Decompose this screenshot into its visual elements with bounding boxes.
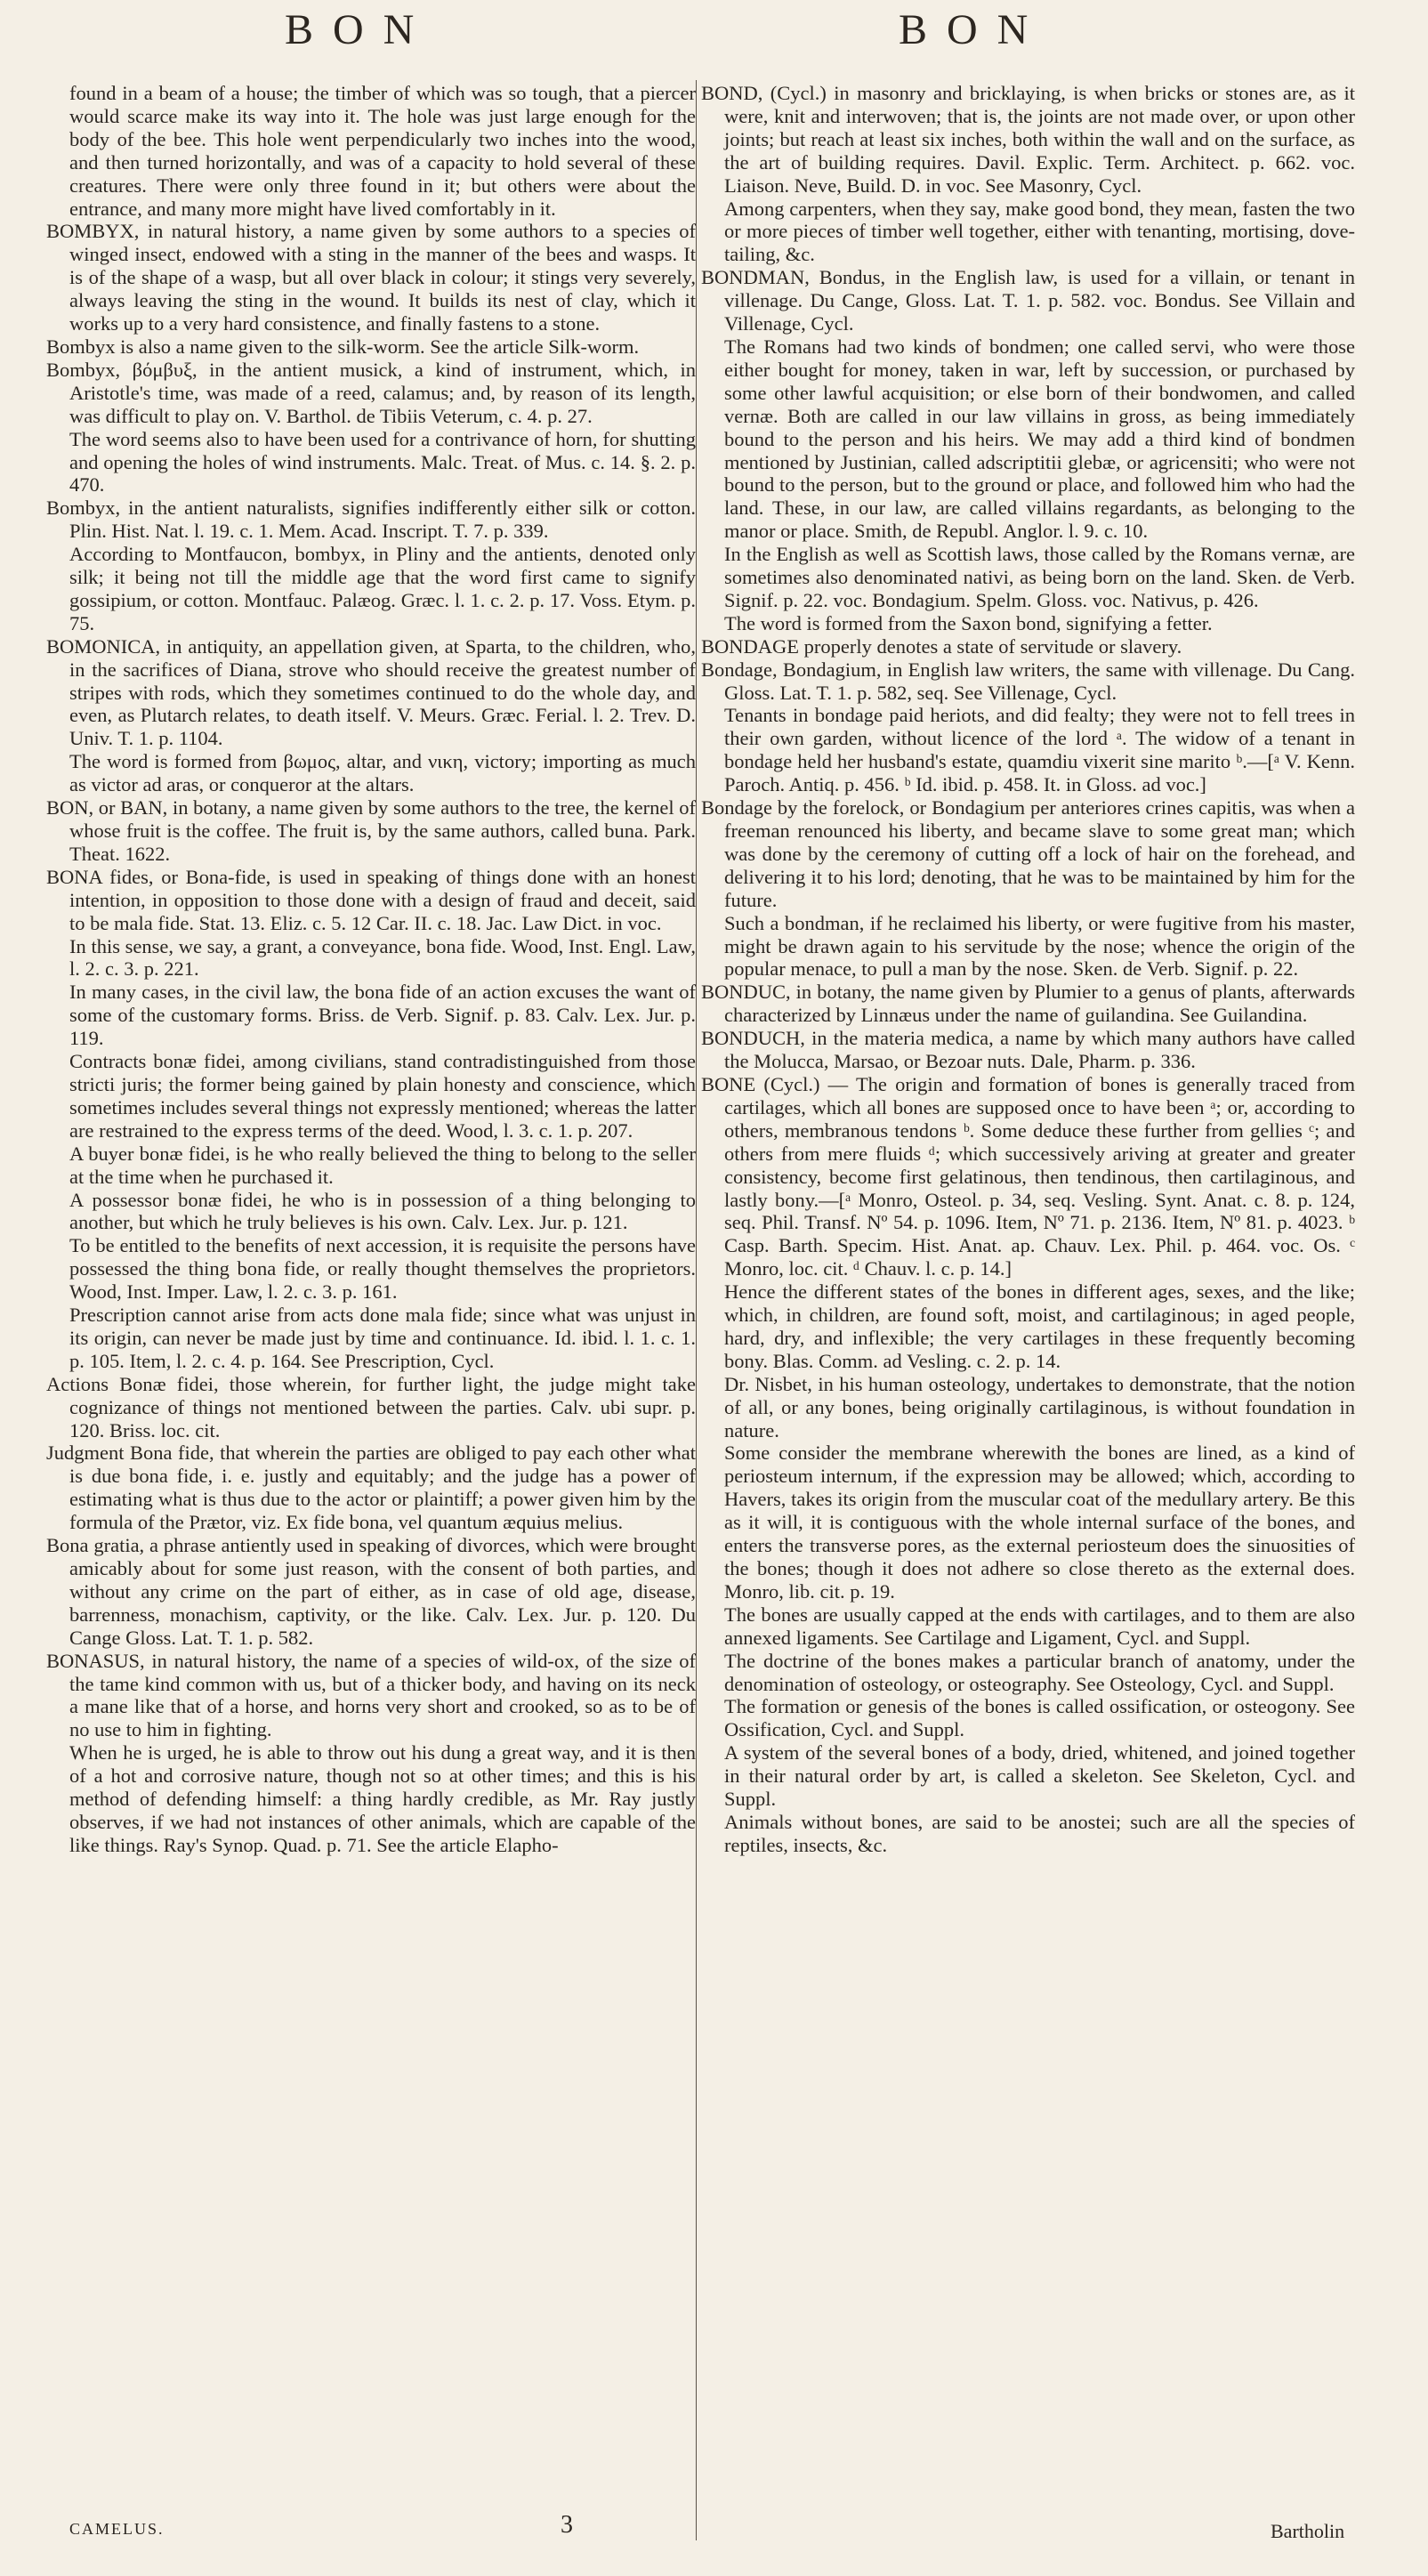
dictionary-entry: Bombyx is also a name given to the silk-worm. See the article Silk-worm. xyxy=(46,335,640,358)
entry-paragraph: A system of the several bones of a body, dried, whitened, and joined together in their natural order by art, is called a skeleton. See Skeleton, Cycl. and Suppl. xyxy=(724,1741,1355,1811)
entry-paragraph: In this sense, we say, a grant, a conveyance, bona fide. Wood, Inst. Engl. Law, l. 2. c. 3. p. 221. xyxy=(69,934,696,981)
running-head-right: BON xyxy=(899,6,1048,53)
right-column xyxy=(701,82,1355,1857)
dictionary-entry: BONASUS, in natural history, the name of a species of wild-ox, of the size of the tame kind common with us, but of a thicker body, and having on its neck a mane like that of a horse, and horns very short and crooked, so as to be of no use to him in fighting. xyxy=(46,1649,696,1741)
dictionary-entry: Bondage by the forelock, or Bondagium per anteriores crines capitis, was when a freeman renounced his liberty, and became slave to some great man; which was done by the ceremony of cutting off a lock of hair on the forehead, and delivering it to his lord; denoting, that he was to be maintained by him for the future. xyxy=(701,796,1355,911)
entry-paragraph: The doctrine of the bones makes a particular branch of anatomy, under the denomination of osteology, or osteography. See Osteology, Cycl. and Suppl. xyxy=(724,1649,1355,1695)
dictionary-entry: BOMONICA, in antiquity, an appellation given, at Sparta, to the children, who, in the sacrifices of Diana, strove who should receive the greatest number of stripes with rods, which they sometimes continued to do the whole day, and even, as Plutarch relates, to death itself. V. Meurs. Græc. Ferial. l. 2. Trev. D. Univ. T. 1. p. 1104. xyxy=(46,634,696,750)
dictionary-entry: Bombyx, in the antient naturalists, signifies indifferently either silk or cotton. Plin. Hist. Nat. l. 19. c. 1. Mem. Acad. Inscript. T. 7. p. 339. xyxy=(46,497,696,543)
entry-paragraph: Animals without bones, are said to be anostei; such are all the species of reptiles, insects, &c. xyxy=(724,1810,1355,1856)
dictionary-entry: BONDAGE properly denotes a state of servitude or slavery. xyxy=(701,634,1182,658)
column-rule xyxy=(696,80,697,2540)
entry-paragraph: Contracts bonæ fidei, among civilians, stand contradistinguished from those stricti juris; the former being gained by plain honesty and conscience, which sometimes includes several things not expressly mentioned; whereas the latter are restrained to the express terms of the deed. Wood, l. 3. c. 1. p. 207. xyxy=(69,1050,696,1142)
entry-paragraph: Some consider the membrane wherewith the bones are lined, as a kind of periosteum internum, if the expression may be allowed; which, according to Havers, takes its origin from the muscular coat of the medullary artery. Be this as it will, it is contiguous with the whole internal surface of the bones, and enters the transverse pores, as the external periosteum does the sinuosities of the bones; though it does not adhere so close thereto as the external does. Monro, lib. cit. p. 19. xyxy=(724,1441,1355,1603)
entry-paragraph: Hence the different states of the bones in different ages, sexes, and the like; which, in children, are found soft, moist, and cartilaginous; in aged people, hard, dry, and inflexible; the very cartilages in these frequently becoming bony. Blas. Comm. ad Vesling. c. 2. p. 14. xyxy=(724,1280,1355,1372)
catchword: Bartholin xyxy=(1271,2520,1345,2542)
dictionary-entry: Bona gratia, a phrase antiently used in speaking of divorces, which were brought amicably about for some just reason, with the consent of both parties, and without any crime on the part of either, as in case of old age, disease, barrenness, monachism, captivity, or the like. Calv. Lex. Jur. p. 120. Du Cange Gloss. Lat. T. 1. p. 582. xyxy=(46,1534,696,1649)
entry-paragraph: Among carpenters, when they say, make good bond, they mean, fasten the two or more pieces of timber well together, either with tenanting, mortising, dove-tailing, &c. xyxy=(724,197,1355,266)
dictionary-entry: BONDUC, in botany, the name given by Plumier to a genus of plants, afterwards characterized by Linnæus under the name of guilandina. See Guilandina. xyxy=(701,981,1355,1027)
entry-paragraph: In many cases, in the civil law, the bona fide of an action excuses the want of some of the customary forms. Briss. de Verb. Signif. p. 83. Calv. Lex. Jur. p. 119. xyxy=(69,981,696,1050)
dictionary-entry: Bondage, Bondagium, in English law writers, the same with villenage. Du Cang. Gloss. Lat. T. 1. p. 582, seq. See Villenage, Cycl. xyxy=(701,658,1355,704)
entry-paragraph: The word is formed from the Saxon bond, signifying a fetter. xyxy=(724,611,1213,634)
entry-paragraph: A possessor bonæ fidei, he who is in possession of a thing belonging to another, but which he truly believes is his own. Calv. Lex. Jur. p. 121. xyxy=(69,1188,696,1234)
dictionary-entry: BONA fides, or Bona-fide, is used in speaking of things done with an honest intention, in opposition to those done with a design of fraud and deceit, said to be mala fide. Stat. 13. Eliz. c. 5. 12 Car. II. c. 18. Jac. Law Dict. in voc. xyxy=(46,865,696,934)
entry-paragraph: Dr. Nisbet, in his human osteology, undertakes to demonstrate, that the notion of all, or any bones, being originally cartilaginous, is without foundation in nature. xyxy=(724,1372,1355,1441)
running-head-left: BON xyxy=(285,6,434,53)
entry-paragraph: Prescription cannot arise from acts done mala fide; since what was unjust in its origin, can never be made just by time and continuance. Id. ibid. l. 1. c. 1. p. 105. Item, l. 2. c. 4. p. 164. See Prescription, Cycl. xyxy=(69,1304,696,1372)
entry-paragraph: Such a bondman, if he reclaimed his liberty, or were fugitive from his master, might be drawn again to his servitude by the nose; whence the origin of the popular menace, to pull a man by the nose. Sken. de Verb. Signif. p. 22. xyxy=(724,911,1355,981)
entry-paragraph: Tenants in bondage paid heriots, and did fealty; they were not to fell trees in their own garden, without licence of the lord ᵃ. The widow of a tenant in bondage held her husband's estate, quamdiu vixerit sine marito ᵇ.—[ᵃ V. Kenn. Paroch. Antiq. p. 456. ᵇ Id. ibid. p. 458. It. in Gloss. ad voc.] xyxy=(724,704,1355,796)
entry-paragraph: The formation or genesis of the bones is called ossification, or osteogony. See Ossification, Cycl. and Suppl. xyxy=(724,1695,1355,1741)
dictionary-entry: Bombyx, βόμβυξ, in the antient musick, a kind of instrument, which, in Aristotle's time, was made of a reed, calamus; and, by reason of its length, was difficult to play on. V. Barthol. de Tibiis Veterum, c. 4. p. 27. xyxy=(46,358,696,427)
dictionary-entry: BONDMAN, Bondus, in the English law, is used for a villain, or tenant in villenage. Du Cange, Gloss. Lat. T. 1. p. 582. voc. Bondus. See Villain and Villenage, Cycl. xyxy=(701,266,1355,335)
entry-paragraph: The word seems also to have been used for a contrivance of horn, for shutting and opening the holes of wind instruments. Malc. Treat. of Mus. c. 14. §. 2. p. 470. xyxy=(69,427,696,497)
dictionary-entry: BOMBYX, in natural history, a name given by some authors to a species of winged insect, endowed with a sting in the manner of the bees and wasps. It is of the shape of a wasp, but all over black in colour; it stings very severely, always leaving the sting in the wound. It builds its nest of clay, which it works up to a very hard consistence, and finally fastens to a stone. xyxy=(46,220,696,335)
dictionary-entry: Actions Bonæ fidei, those wherein, for further light, the judge might take cognizance of things not mentioned between the parties. Calv. ubi supr. p. 120. Briss. loc. cit. xyxy=(46,1372,696,1441)
dictionary-entry: BONDUCH, in the materia medica, a name by which many authors have called the Molucca, Marsao, or Bezoar nuts. Dale, Pharm. p. 336. xyxy=(701,1027,1355,1073)
signature-mark: CAMELUS. xyxy=(69,2520,165,2538)
entry-paragraph: The Romans had two kinds of bondmen; one called servi, who were those either bought for money, taken in war, left by succession, or purchased by some other lawful acquisition; or else born of their bondwomen, and called vernæ. Both are called in our law villains in gross, as being immediately bound to the person and his heirs. We may add a third kind of bondmen mentioned by Justinian, called adscriptitii glebæ, or agricensiti; who were not bound to the person, but to the ground or place, and followed him who had the land. These, in our law, are called villains regardants, as belonging to the manor or place. Smith, de Republ. Anglor. l. 9. c. 10. xyxy=(724,335,1355,543)
dictionary-entry: Judgment Bona fide, that wherein the parties are obliged to pay each other what is due bona fide, i. e. justly and equitably; and the judge has a power of estimating what is thus due to the actor or plaintiff; a power given him by the formula of the Prætor, viz. Ex fide bona, vel quantum æquius melius. xyxy=(46,1441,696,1534)
entry-paragraph: According to Montfaucon, bombyx, in Pliny and the antients, denoted only silk; it being not till the middle age that the word first came to signify gossipium, or cotton. Montfauc. Palæog. Græc. l. 1. c. 2. p. 17. Voss. Etym. p. 75. xyxy=(69,543,696,634)
page-number: 3 xyxy=(561,2511,573,2539)
entry-paragraph: The bones are usually capped at the ends with cartilages, and to them are also annexed ligaments. See Cartilage and Ligament, Cycl. and Suppl. xyxy=(724,1603,1355,1649)
left-column xyxy=(46,82,696,1857)
entry-paragraph: In the English as well as Scottish laws, those called by the Romans vernæ, are sometimes also denominated nativi, as being born on the land. Sken. de Verb. Signif. p. 22. voc. Bondagium. Spelm. Gloss. voc. Nativus, p. 426. xyxy=(724,543,1355,611)
entry-paragraph: found in a beam of a house; the timber of which was so tough, that a piercer would scarce make its way into it. The hole was just large enough for the body of the bee. This hole went perpendicularly two inches into the wood, and then turned horizontally, and was of a capacity to hold several of these creatures. There were only three found in it; but others were about the entrance, and many more might have lived comfortably in it. xyxy=(69,82,696,220)
entry-paragraph: The word is formed from βωμος, altar, and νικη, victory; importing as much as victor ad aras, or conqueror at the altars. xyxy=(69,750,696,796)
dictionary-entry: BON, or BAN, in botany, a name given by some authors to the tree, the kernel of whose fruit is the coffee. The fruit is, by the same authors, called buna. Park. Theat. 1622. xyxy=(46,796,696,865)
dictionary-entry: BONE (Cycl.) — The origin and formation of bones is generally traced from cartilages, which all bones are supposed once to have been ᵃ; or, according to others, membranous tendons ᵇ. Some deduce these further from gellies ᶜ; and others from mere fluids ᵈ; which successively ariving at greater and greater consistency, become first gelatinous, then tendinous, then cartilaginous, and lastly bony.—[ᵃ Monro, Osteol. p. 34, seq. Vesling. Synt. Anat. c. 8. p. 124, seq. Phil. Transf. Nº 54. p. 1096. Item, Nº 71. p. 2136. Item, Nº 81. p. 4023. ᵇ Casp. Barth. Specim. Hist. Anat. ap. Chauv. Lex. Phil. p. 464. voc. Os. ᶜ Monro, loc. cit. ᵈ Chauv. l. c. p. 14.] xyxy=(701,1072,1355,1280)
entry-paragraph: When he is urged, he is able to throw out his dung a great way, and it is then of a hot and corrosive nature, though not so at other times; and this is his method of defending himself: a thing hardly credible, as Mr. Ray justly observes, if we had not instances of other animals, which are capable of the like things. Ray's Synop. Quad. p. 71. See the article Elapho- xyxy=(69,1741,696,1856)
entry-paragraph: A buyer bonæ fidei, is he who really believed the thing to belong to the seller at the time when he purchased it. xyxy=(69,1142,696,1188)
dictionary-entry: BOND, (Cycl.) in masonry and bricklaying, is when bricks or stones are, as it were, knit and interwoven; that is, the joints are not made over, or upon other joints; but reach at least six inches, both within the wall and on the surface, as the art of building requires. Davil. Explic. Term. Architect. p. 662. voc. Liaison. Neve, Build. D. in voc. See Masonry, Cycl. xyxy=(701,82,1355,197)
entry-paragraph: To be entitled to the benefits of next accession, it is requisite the persons have possessed the thing bona fide, or really thought themselves the proprietors. Wood, Inst. Imper. Law, l. 2. c. 3. p. 161. xyxy=(69,1234,696,1304)
